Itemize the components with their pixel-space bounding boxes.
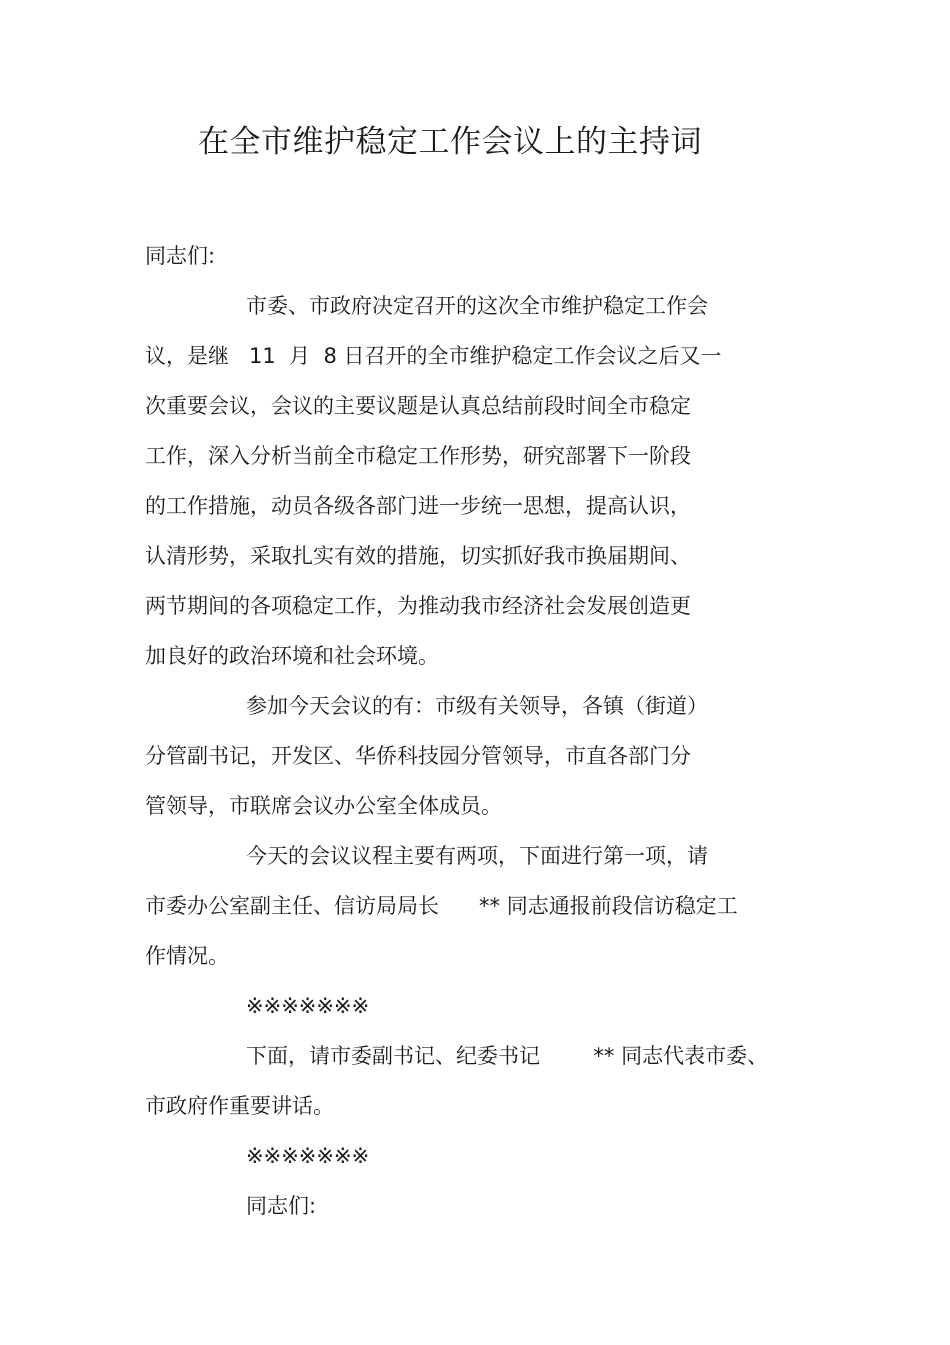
paragraph-line: 两节期间的各项稳定工作，为推动我市经济社会发展创造更: [145, 594, 691, 618]
section-separator: ※※※※※※※: [246, 994, 370, 1018]
paragraph-line: 市委、市政府决定召开的这次全市维护稳定工作会: [246, 294, 708, 318]
paragraph-line: 下面，请市委副书记、纪委书记 ** 同志代表市委、: [246, 1044, 769, 1068]
paragraph-line: 参加今天会议的有：市级有关领导，各镇（街道）: [246, 694, 708, 718]
paragraph-line: 市政府作重要讲话。: [145, 1094, 334, 1118]
salutation: 同志们:: [145, 244, 216, 268]
paragraph-line: 分管副书记，开发区、华侨科技园分管领导，市直各部门分: [145, 744, 691, 768]
salutation: 同志们:: [246, 1194, 317, 1218]
paragraph-line: 工作，深入分析当前全市稳定工作形势，研究部署下一阶段: [145, 444, 691, 468]
paragraph-line: 认清形势，采取扎实有效的措施，切实抓好我市换届期间、: [145, 544, 691, 568]
paragraph-line: 市委办公室副主任、信访局局长 ** 同志通报前段信访稳定工: [145, 894, 738, 918]
paragraph-line: 作情况。: [145, 944, 229, 968]
paragraph-line: 管领导，市联席会议办公室全体成员。: [145, 794, 502, 818]
paragraph-line: 议，是继 11 月 8 日召开的全市维护稳定工作会议之后又一: [145, 344, 722, 368]
paragraph-line: 今天的会议议程主要有两项，下面进行第一项，请: [246, 844, 708, 868]
section-separator: ※※※※※※※: [246, 1144, 370, 1168]
document-title: 在全市维护稳定工作会议上的主持词: [198, 124, 702, 160]
paragraph-line: 加良好的政治环境和社会环境。: [145, 644, 439, 668]
paragraph-line: 的工作措施，动员各级各部门进一步统一思想，提高认识，: [145, 494, 691, 518]
paragraph-line: 次重要会议，会议的主要议题是认真总结前段时间全市稳定: [145, 394, 691, 418]
